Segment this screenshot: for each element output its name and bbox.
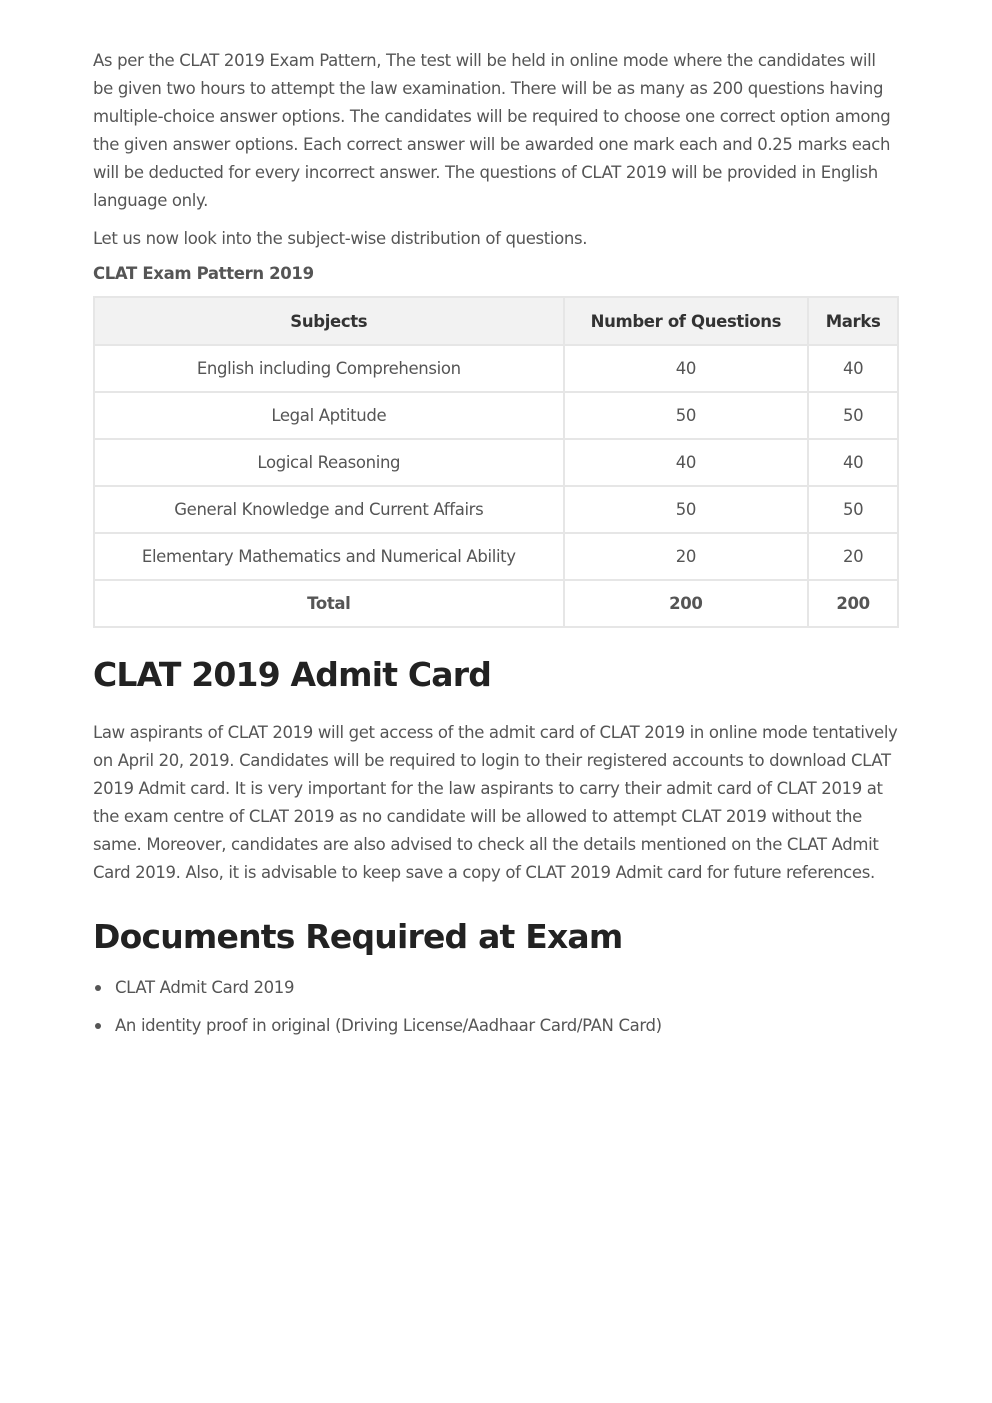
table-row	[94, 439, 898, 486]
cell-subject: Elementary Mathematics and Numerical Ability	[94, 533, 564, 580]
bullet-icon	[95, 1023, 101, 1029]
total-marks: 200	[808, 580, 898, 627]
total-questions: 200	[564, 580, 809, 627]
bullet-icon	[95, 985, 101, 991]
exam-pattern-table	[93, 296, 899, 628]
exam-pattern-caption: CLAT Exam Pattern 2019	[93, 264, 314, 283]
intro-lead-in: Let us now look into the subject-wise distribution of questions.	[93, 229, 588, 248]
cell-questions: 50	[564, 486, 809, 533]
header-subjects: Subjects	[94, 297, 564, 345]
list-item-text: An identity proof in original (Driving License/Aadhaar Card/PAN Card)	[115, 1016, 662, 1035]
table-header-row	[94, 297, 898, 345]
list-item-text: CLAT Admit Card 2019	[115, 978, 295, 997]
cell-marks: 40	[808, 345, 898, 392]
cell-subject: English including Comprehension	[94, 345, 564, 392]
cell-questions: 40	[564, 345, 809, 392]
header-number-of-questions: Number of Questions	[564, 297, 809, 345]
documents-list	[93, 977, 899, 1037]
table-row	[94, 486, 898, 533]
intro-paragraph: As per the CLAT 2019 Exam Pattern, The test will be held in online mode where the candidates will be given two hours to attempt the law examination. There will be as many as 200 questions having multiple-choice answer options. The candidates will be required to choose one correct option among the given answer options. Each correct answer will be awarded one mark each and 0.25 marks each will be deducted for every incorrect answer. The questions of CLAT 2019 will be provided in English language only.	[93, 51, 891, 210]
cell-subject: Logical Reasoning	[94, 439, 564, 486]
list-item	[93, 977, 899, 999]
total-label: Total	[94, 580, 564, 627]
admit-card-heading: CLAT 2019 Admit Card	[93, 655, 492, 694]
cell-marks: 50	[808, 486, 898, 533]
cell-marks: 20	[808, 533, 898, 580]
cell-questions: 40	[564, 439, 809, 486]
header-marks: Marks	[808, 297, 898, 345]
table-row	[94, 345, 898, 392]
documents-heading: Documents Required at Exam	[93, 917, 623, 956]
document-page	[93, 47, 899, 1053]
cell-subject: Legal Aptitude	[94, 392, 564, 439]
table-row	[94, 533, 898, 580]
cell-marks: 50	[808, 392, 898, 439]
table-row	[94, 392, 898, 439]
admit-card-paragraph: Law aspirants of CLAT 2019 will get access of the admit card of CLAT 2019 in online mode tentatively on April 20, 2019. Candidates will be required to login to their registered accounts to download CLAT 2019 Admit card. It is very important for the law aspirants to carry their admit card of CLAT 2019 at the exam centre of CLAT 2019 as no candidate will be allowed to attempt CLAT 2019 without the same. Moreover, candidates are also advised to check all the details mentioned on the CLAT Admit Card 2019. Also, it is advisable to keep save a copy of CLAT 2019 Admit card for future references.	[93, 723, 898, 882]
table-total-row	[94, 580, 898, 627]
cell-subject: General Knowledge and Current Affairs	[94, 486, 564, 533]
cell-questions: 20	[564, 533, 809, 580]
cell-questions: 50	[564, 392, 809, 439]
list-item	[93, 1015, 899, 1037]
cell-marks: 40	[808, 439, 898, 486]
